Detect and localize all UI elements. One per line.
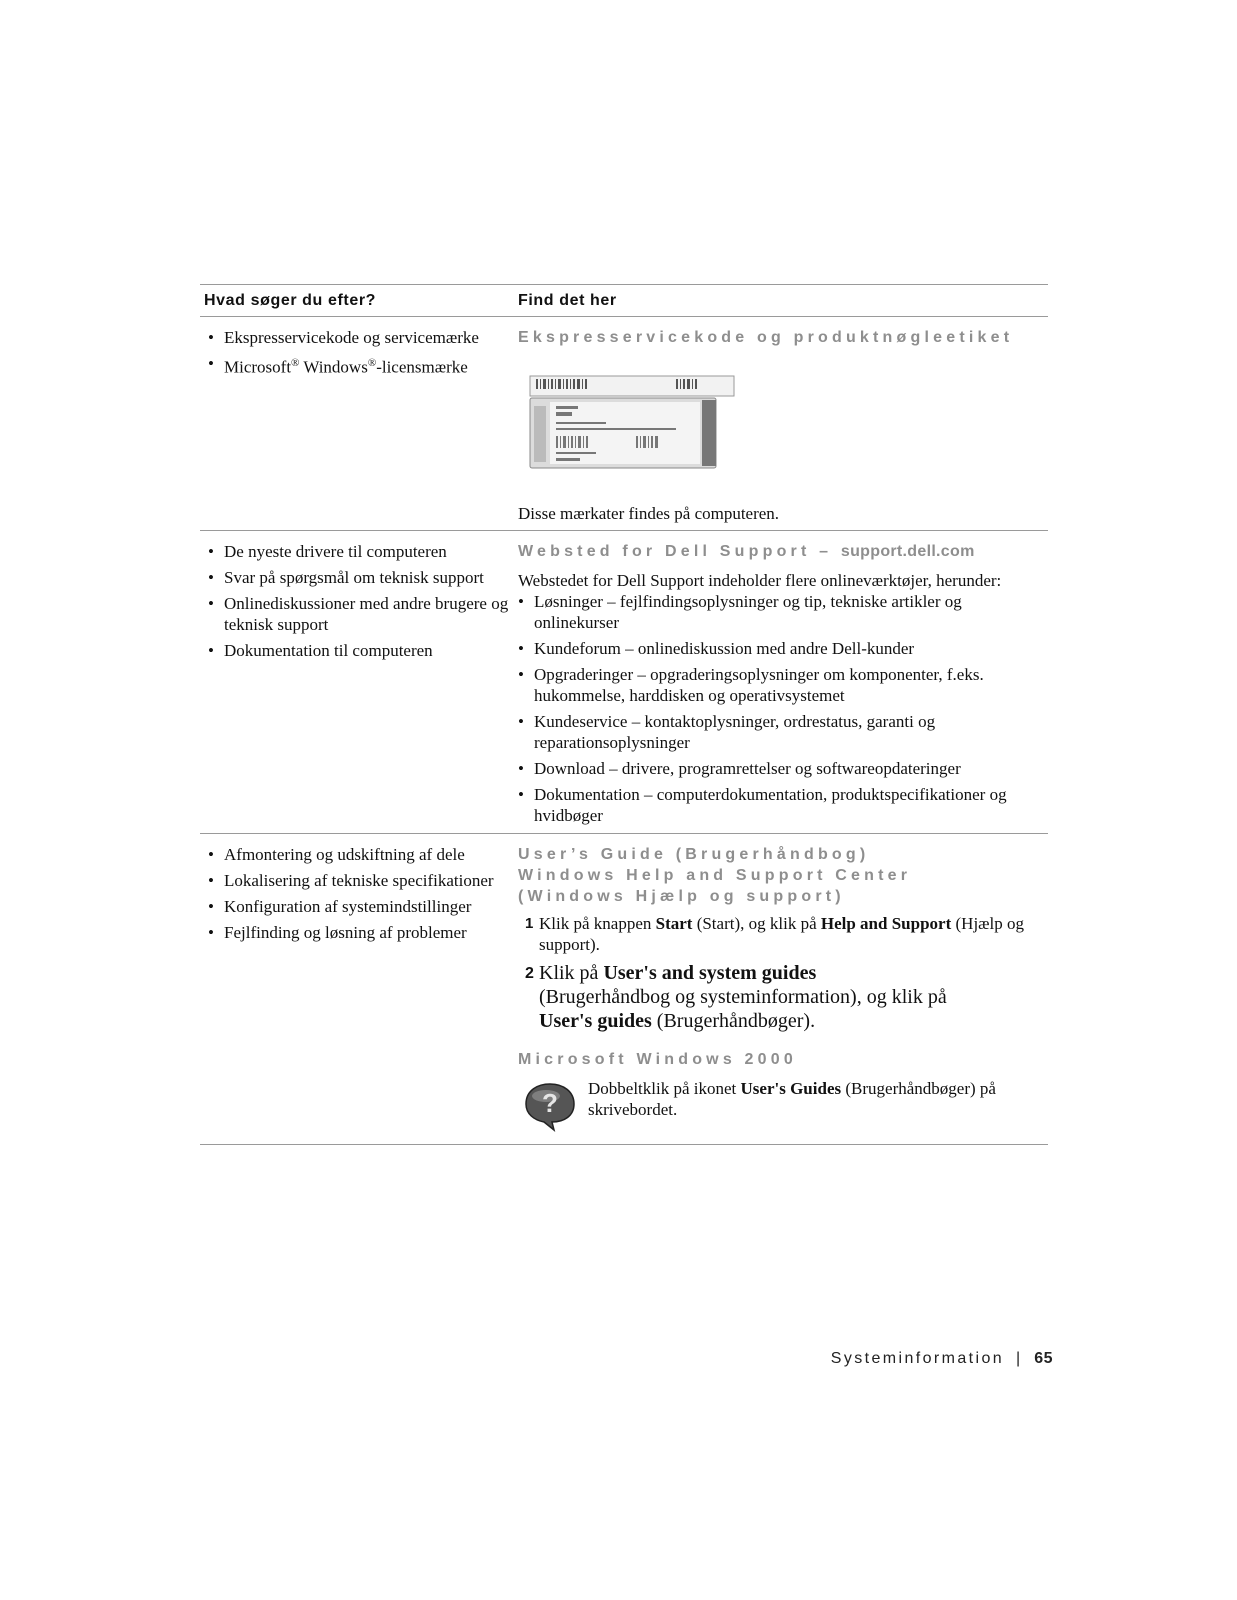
list-item: • Lokalisering af tekniske specifikationer [208,870,518,891]
list-item: • Kundeservice – kontaktoplysninger, ordrestatus, garanti og reparationsoplysninger [518,711,1048,753]
section-title: Websted for Dell Support – support.dell.com [518,543,975,560]
label-caption: Disse mærkater findes på computeren. [518,504,780,523]
list-item: • Afmontering og udskiftning af dele [208,844,518,865]
section-title: Microsoft Windows 2000 [518,1051,797,1068]
table-row [200,531,1048,834]
table-row [200,317,1048,531]
help-question-icon [518,1078,588,1134]
list-item: • Konfiguration af systemindstillinger [208,896,518,917]
footer-separator: | [1016,1350,1021,1367]
page-number: 65 [1034,1350,1053,1367]
footer-section-name: Systeminformation [830,1350,1005,1367]
list-item: • Svar på spørgsmål om teknisk support [208,567,518,588]
service-tag-label-image [526,366,744,472]
section-title: Ekspresservicekode og produktnøgleetiket [518,329,1014,346]
list-item: • Løsninger – fejlfindingsoplysninger og tip, tekniske artikler og onlinekurser [518,591,1048,633]
list-item: • Microsoft® Windows®-licensmærke [208,353,518,378]
section-title: Windows Help and Support Center [518,867,912,884]
step-item: 1 Klik på knappen Start (Start), og klik på Help and Support (Hjælp og support). [525,914,1024,954]
list-item: • Dokumentation – computerdokumentation, produktspecifikationer og hvidbøger [518,784,1048,826]
list-item: • Opgraderinger – opgraderingsoplysninger om komponenter, f.eks. hukommelse, harddisken og operativsystemet [518,664,1048,706]
table-header [200,285,1048,317]
section-title: (Windows Hjælp og support) [518,888,845,905]
page-footer [831,1350,1053,1368]
list-item: • Onlinediskussioner med andre brugere og teknisk support [208,593,518,635]
list-item: • Dokumentation til computeren [208,640,518,661]
header-col-looking-for: Hvad søger du efter? [204,291,377,309]
list-item: • Download – drivere, programrettelser og softwareopdateringer [518,758,1048,779]
table-row [200,834,1048,1145]
list-item: • Fejlfinding og løsning af problemer [208,922,518,943]
support-url: support.dell.com [840,543,975,560]
svg-text:?: ? [542,1088,558,1118]
win2k-instruction: Dobbeltklik på ikonet User's Guides (Brugerhåndbøger) på skrivebordet. [588,1079,996,1119]
header-col-find-here: Find det her [518,291,617,309]
section-title: User’s Guide (Brugerhåndbog) [518,846,870,863]
support-intro: Webstedet for Dell Support indeholder flere onlineværktøjer, herunder: [518,571,1002,590]
list-item: • Kundeforum – onlinediskussion med andre Dell-kunder [518,638,1048,659]
step-item: 2 Klik på User's and system guides (Brugerhåndbog og systeminformation), og klik på User's guides (Brugerhåndbøger). [525,962,947,1032]
info-table [200,284,1048,1145]
list-item: • De nyeste drivere til computeren [208,541,518,562]
list-item: • Ekspresservicekode og servicemærke [208,327,518,348]
